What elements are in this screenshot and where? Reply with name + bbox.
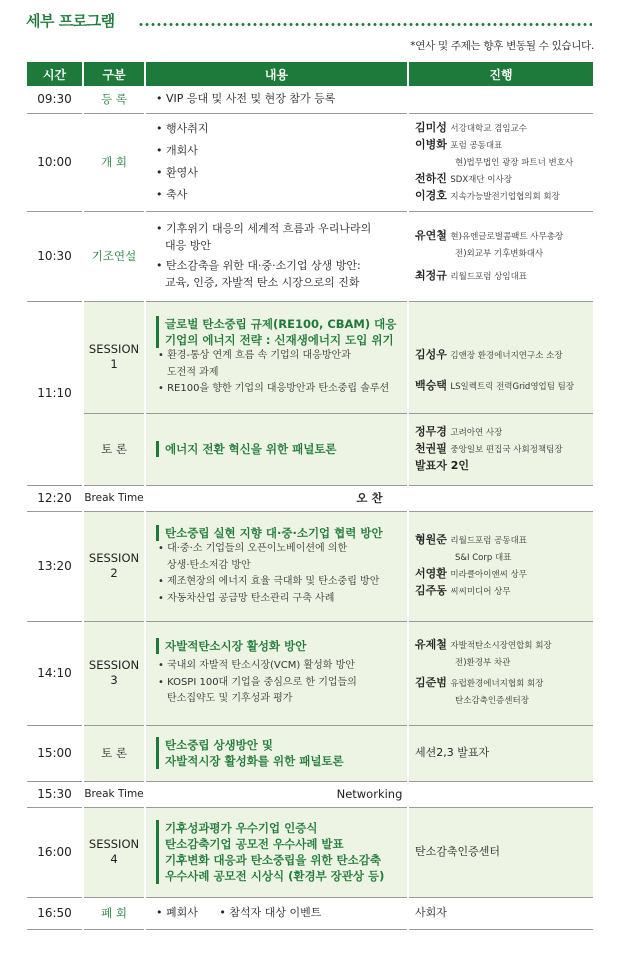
row-content xyxy=(145,897,408,929)
table-row xyxy=(27,113,593,211)
content-item: • 기후위기 대응의 세계적 흐름과 우리나라의 xyxy=(156,222,372,235)
speaker-name: 발표자 2인 xyxy=(415,459,469,472)
row-category: Break Time xyxy=(83,781,145,807)
page-title: 세부 프로그램 xyxy=(26,12,115,30)
topic-line: 글로벌 탄소중립 규제(RE100, CBAM) 대응 xyxy=(165,317,397,332)
content-item: • KOSPI 100대 기업을 중심으로 한 기업들의 xyxy=(158,676,357,688)
row-content xyxy=(145,113,408,211)
speaker-role: 리월드포럼 공동대표 xyxy=(450,536,527,546)
table-row xyxy=(27,725,593,781)
row-time: 11:10 xyxy=(27,301,83,485)
speaker-role: 씨씨미디어 상무 xyxy=(450,587,511,597)
row-host xyxy=(408,621,593,725)
speaker-role: S&I Corp 대표 xyxy=(455,553,512,563)
speaker-role: 현)유엔글로벌콤팩트 사무총장 xyxy=(450,231,564,242)
content-item: • 축사 xyxy=(156,188,188,201)
session-label: SESSION xyxy=(88,342,140,356)
speaker-name: 서영환 xyxy=(415,567,447,580)
row-host xyxy=(408,301,593,413)
speaker-role: 현)법무법인 광장 파트너 변호사 xyxy=(455,157,574,168)
session-number: 4 xyxy=(110,852,118,866)
content-item-cont: 탄소집약도 및 기후성과 평가 xyxy=(167,693,293,705)
row-time: 09:30 xyxy=(27,86,83,113)
row-category: Break Time xyxy=(83,485,145,511)
speaker-name: 최정규 xyxy=(415,268,447,282)
speaker-name: 유제철 xyxy=(415,638,447,651)
row-time: 10:00 xyxy=(27,113,83,211)
speaker-name: 김주동 xyxy=(415,584,447,597)
speaker-name: 정무경 xyxy=(415,425,447,438)
speaker-role: 고려아연 사장 xyxy=(450,428,503,438)
session-label: SESSION xyxy=(88,837,140,851)
row-time: 16:50 xyxy=(27,897,83,929)
speaker-name: 김미성 xyxy=(415,120,447,134)
break-label: 오 찬 xyxy=(145,485,593,511)
speaker-role: 중앙일보 편집국 사회정책팀장 xyxy=(450,445,563,455)
program-table xyxy=(27,62,593,930)
session-number: 1 xyxy=(110,357,118,371)
content-item-cont: 교육, 인증, 자발적 탄소 시장으로의 진화 xyxy=(165,275,360,289)
row-category xyxy=(83,301,145,413)
speaker-role: 포럼 공동대표 xyxy=(450,140,503,151)
speaker-name: 이병화 xyxy=(415,137,447,151)
row-category xyxy=(83,621,145,725)
row-time: 15:00 xyxy=(27,725,83,781)
speaker-role: 리월드포럼 상임대표 xyxy=(450,271,527,282)
row-host xyxy=(408,211,593,301)
table-row xyxy=(27,511,593,621)
speaker-name: 김성우 xyxy=(415,348,447,361)
session-topic: 자발적탄소시장 활성화 방안 xyxy=(156,638,407,654)
session-topic xyxy=(156,316,407,348)
content-item-cont: 도전적 과제 xyxy=(167,366,219,378)
content-item: • 환경-통상 연계 흐름 속 기업의 대응방안과 xyxy=(158,350,351,362)
row-content xyxy=(145,413,408,485)
content-item: • 제조현장의 에너지 효율 극대화 및 탄소중립 방안 xyxy=(158,576,380,587)
content-item: • 참석자 대상 이벤트 xyxy=(219,905,322,919)
content-item-cont: 상생·탄소저감 방안 xyxy=(167,559,251,571)
row-time: 13:20 xyxy=(27,511,83,621)
row-category xyxy=(83,511,145,621)
session-topic: 기후성과평가 우수기업 인증식 xyxy=(156,820,407,836)
row-host: 세션2,3 발표자 xyxy=(408,725,593,781)
speaker-name: 형원준 xyxy=(415,533,447,546)
break-label: Networking xyxy=(145,781,593,807)
row-time: 10:30 xyxy=(27,211,83,301)
topic-line: 자발적시장 활성화를 위한 패널토론 xyxy=(165,754,344,768)
session-label: SESSION xyxy=(88,658,140,672)
session-topic: 탄소중립 실현 지향 대·중·소기업 협력 방안 xyxy=(156,525,407,541)
row-host xyxy=(408,86,593,113)
speaker-name: 천권필 xyxy=(415,442,447,455)
session-topic xyxy=(156,852,407,884)
session-topic: 탄소감축기업 공모전 우수사례 발표 xyxy=(156,836,407,852)
table-header-row xyxy=(27,62,593,86)
speaker-role: 전)외교부 기후변화대사 xyxy=(455,248,544,259)
change-notice: *연사 및 주제는 향후 변동될 수 있습니다. xyxy=(410,40,594,52)
topic-line: 기후변화 대응과 탄소중립을 위한 탄소감축 xyxy=(165,853,381,867)
row-category: 개 회 xyxy=(83,113,145,211)
col-content-header: 내용 xyxy=(145,62,408,86)
row-host: 탄소감축인증센터 xyxy=(408,807,593,897)
table-row xyxy=(27,897,593,929)
table-row xyxy=(27,621,593,725)
row-category xyxy=(83,807,145,897)
row-category: 등 록 xyxy=(83,86,145,113)
content-item-cont: 대응 방안 xyxy=(165,238,212,252)
discussion-topic xyxy=(156,737,407,769)
speaker-name: 전하진 xyxy=(415,171,447,185)
speaker-role: SDX재단 이사장 xyxy=(450,174,512,185)
content-item: • 폐회사 xyxy=(156,905,198,919)
row-time: 12:20 xyxy=(27,485,83,511)
row-category: 폐 회 xyxy=(83,897,145,929)
session-label: SESSION xyxy=(88,551,140,565)
speaker-role: 서강대학교 겸임교수 xyxy=(450,123,527,134)
col-category-header: 구분 xyxy=(83,62,145,86)
content-item: • 개회사 xyxy=(156,144,198,157)
table-row xyxy=(27,781,593,807)
row-category: 토 론 xyxy=(83,725,145,781)
content-item: • VIP 응대 및 사전 및 현장 참가 등록 xyxy=(156,92,336,105)
table-row xyxy=(27,413,593,485)
speaker-name: 백승택 xyxy=(415,379,447,392)
speaker-role: 지속가능발전기업협의회 회장 xyxy=(450,191,560,202)
table-row xyxy=(27,807,593,897)
col-time-header: 시간 xyxy=(27,62,83,86)
row-host xyxy=(408,413,593,485)
topic-line: 탄소중립 상생방안 및 xyxy=(165,738,273,752)
content-item: • 국내외 자발적 탄소시장(VCM) 활성화 방안 xyxy=(158,660,355,672)
table-row xyxy=(27,301,593,413)
speaker-role: LS일렉트릭 전력Grid영업팀 팀장 xyxy=(450,382,575,392)
speaker-role: 자발적탄소시장연합회 회장 xyxy=(450,641,552,651)
row-content xyxy=(145,725,408,781)
row-host: 사회자 xyxy=(408,897,593,929)
row-content xyxy=(145,621,408,725)
content-item: • 탄소감축을 위한 대·중·소기업 상생 방안: xyxy=(156,259,361,272)
content-item: • 대·중·소 기업들의 오픈이노베이션에 의한 xyxy=(158,543,348,554)
speaker-role: 유럽환경에너지협회 회장 xyxy=(450,679,544,689)
content-item: • RE100을 향한 기업의 대응방안과 탄소중립 솔루션 xyxy=(158,383,390,395)
table-row xyxy=(27,86,593,113)
col-host-header: 진행 xyxy=(408,62,593,86)
row-content xyxy=(145,511,408,621)
row-category: 기조연설 xyxy=(83,211,145,301)
speaker-name: 유연철 xyxy=(415,228,447,242)
dotted-divider xyxy=(138,23,592,26)
session-number: 2 xyxy=(110,566,118,580)
row-content xyxy=(145,807,408,897)
discussion-topic: 에너지 전환 혁신을 위한 패널토론 xyxy=(156,441,407,457)
section-header xyxy=(26,8,596,34)
content-item: • 행사취지 xyxy=(156,122,209,135)
speaker-role: 탄소감축인증센터장 xyxy=(455,696,529,706)
topic-line: 기업의 에너지 전략 : 신재생에너지 도입 위기 xyxy=(165,333,394,348)
row-category: 토 론 xyxy=(83,413,145,485)
session-number: 3 xyxy=(110,673,118,687)
content-item: • 자동차산업 공급망 탄소관리 구축 사례 xyxy=(158,592,335,604)
row-time: 16:00 xyxy=(27,807,83,897)
topic-line: 우수사례 공모전 시상식 (환경부 장관상 등) xyxy=(165,869,385,883)
row-host xyxy=(408,511,593,621)
speaker-name: 이경호 xyxy=(415,188,447,202)
table-row xyxy=(27,211,593,301)
row-time: 15:30 xyxy=(27,781,83,807)
speaker-role: 전)환경부 차관 xyxy=(455,658,511,668)
row-content xyxy=(145,86,408,113)
row-time: 14:10 xyxy=(27,621,83,725)
row-content xyxy=(145,211,408,301)
row-host xyxy=(408,113,593,211)
content-item: • 환영사 xyxy=(156,166,198,179)
table-row xyxy=(27,485,593,511)
row-content xyxy=(145,301,408,413)
speaker-role: 김앤장 환경에너지연구소 소장 xyxy=(450,351,563,361)
speaker-name: 김준범 xyxy=(415,676,447,689)
speaker-role: 미라클아이앤씨 상무 xyxy=(450,570,527,580)
